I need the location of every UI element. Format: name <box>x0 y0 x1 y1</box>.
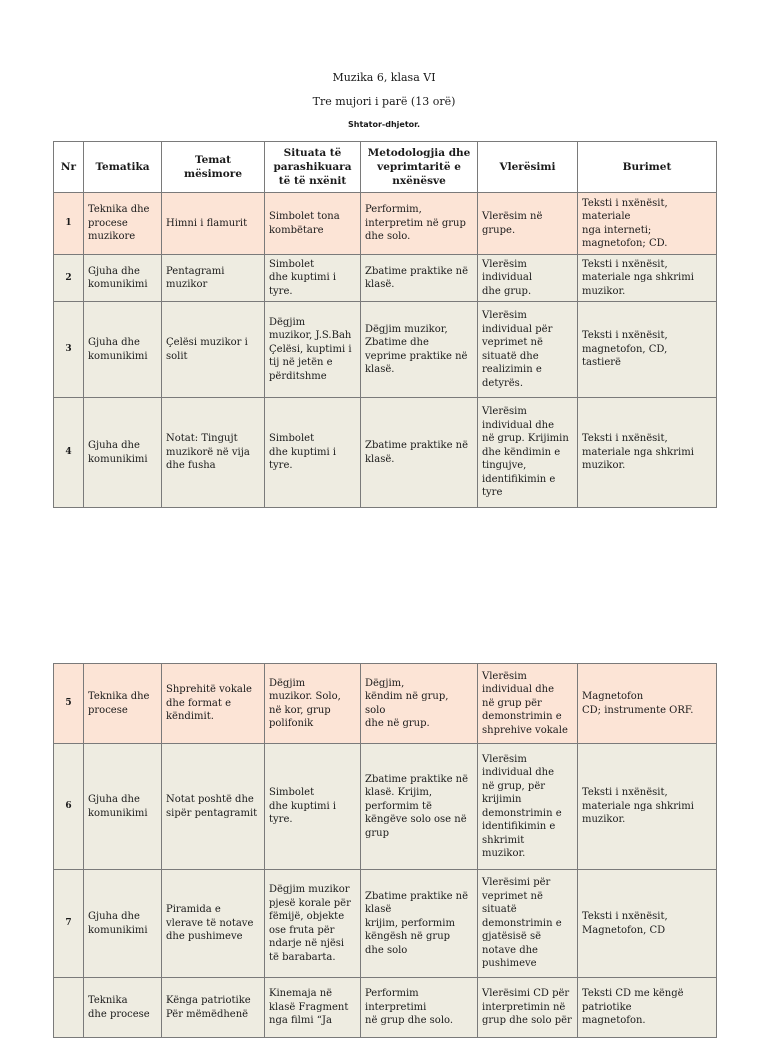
tema-cell: Notat: Tingujt muzikorë në vija dhe fusha <box>162 398 265 508</box>
metodologjia-cell: Dëgjim, këndim në grup, solo dhe në grup. <box>361 664 478 744</box>
table-header-row <box>54 142 717 193</box>
row-number: 4 <box>54 398 84 508</box>
vleresimi-cell: Vlerësim në grupe. <box>478 193 578 255</box>
tema-cell: Notat poshtë dhe sipër pentagramit <box>162 744 265 870</box>
tema-cell: Çelësi muzikor i solit <box>162 302 265 398</box>
situata-cell: Simbolet dhe kuptimi i tyre. <box>265 255 361 302</box>
situata-cell: Kinemaja në klasë Fragment nga filmi “Ja <box>265 978 361 1038</box>
row-number: 1 <box>54 193 84 255</box>
metodologjia-cell: Performim interpretimi në grup dhe solo. <box>361 978 478 1038</box>
vleresimi-cell: Vlerësim individual dhe në grup, për krijimin demonstrimin e identifikimin e shkrimit muzikor. <box>478 744 578 870</box>
situata-cell: Simbolet tona kombëtare <box>265 193 361 255</box>
burimet-cell: Teksti i nxënësit, materiale nga shkrimi muzikor. <box>578 744 717 870</box>
burimet-cell: Teksti i nxënësit, materiale nga shkrimi muzikor. <box>578 255 717 302</box>
table-row <box>54 193 717 255</box>
tematika-cell: Gjuha dhe komunikimi <box>84 744 162 870</box>
tematika-cell: Teknika dhe procese <box>84 978 162 1038</box>
situata-cell: Dëgjim muzikor. Solo, në kor, grup polifonik <box>265 664 361 744</box>
vleresimi-cell: Vlerësimi CD për interpretimin në grup dhe solo për <box>478 978 578 1038</box>
tema-cell: Shprehitë vokale dhe format e këndimit. <box>162 664 265 744</box>
document-subtitle: Tre mujori i parë (13 orë) <box>312 95 456 108</box>
vleresimi-cell: Vlerësimi për veprimet në situatë demonstrimin e gjatësisë së notave dhe pushimeve <box>478 870 578 978</box>
burimet-cell: Teksti i nxënësit, Magnetofon, CD <box>578 870 717 978</box>
column-header: Temat mësimore <box>162 142 265 193</box>
table-row <box>54 870 717 978</box>
table-row <box>54 302 717 398</box>
column-header: Situata të parashikuara të të nxënit <box>265 142 361 193</box>
metodologjia-cell: Zbatime praktike në klasë. Krijim, performim të këngëve solo ose në grup <box>361 744 478 870</box>
tema-cell: Himni i flamurit <box>162 193 265 255</box>
table-row <box>54 978 717 1038</box>
curriculum-table-page-1 <box>53 141 717 508</box>
row-number: 6 <box>54 744 84 870</box>
row-number: 5 <box>54 664 84 744</box>
burimet-cell: Magnetofon CD; instrumente ORF. <box>578 664 717 744</box>
metodologjia-cell: Dëgjim muzikor, Zbatime dhe veprime praktike në klasë. <box>361 302 478 398</box>
situata-cell: Simbolet dhe kuptimi i tyre. <box>265 398 361 508</box>
row-number <box>54 978 84 1038</box>
curriculum-table-page-2 <box>53 663 717 1038</box>
tema-cell: Pentagrami muzikor <box>162 255 265 302</box>
row-number: 2 <box>54 255 84 302</box>
vleresimi-cell: Vlerësim individual për veprimet në situatë dhe realizimin e detyrës. <box>478 302 578 398</box>
vleresimi-cell: Vlerësim individual dhe në grup për demonstrimin e shprehive vokale <box>478 664 578 744</box>
table-row <box>54 398 717 508</box>
tematika-cell: Teknika dhe procese muzikore <box>84 193 162 255</box>
metodologjia-cell: Zbatime praktike në klasë krijim, performim këngësh në grup dhe solo <box>361 870 478 978</box>
column-header: Vlerësimi <box>478 142 578 193</box>
metodologjia-cell: Zbatime praktike në klasë. <box>361 398 478 508</box>
vleresimi-cell: Vlerësim individual dhe grup. <box>478 255 578 302</box>
document-title: Muzika 6, klasa VI <box>332 71 436 84</box>
situata-cell: Dëgjim muzikor, J.S.Bah Çelësi, kuptimi i tij në jetën e përditshme <box>265 302 361 398</box>
column-header: Tematika <box>84 142 162 193</box>
table-row <box>54 744 717 870</box>
tematika-cell: Gjuha dhe komunikimi <box>84 302 162 398</box>
column-header: Burimet <box>578 142 717 193</box>
burimet-cell: Teksti i nxënësit, materiale nga shkrimi muzikor. <box>578 398 717 508</box>
situata-cell: Simbolet dhe kuptimi i tyre. <box>265 744 361 870</box>
vleresimi-cell: Vlerësim individual dhe në grup. Krijimin dhe këndimin e tingujve, identifikimin e tyre <box>478 398 578 508</box>
tematika-cell: Gjuha dhe komunikimi <box>84 870 162 978</box>
table-row <box>54 664 717 744</box>
column-header: Nr <box>54 142 84 193</box>
metodologjia-cell: Zbatime praktike në klasë. <box>361 255 478 302</box>
row-number: 3 <box>54 302 84 398</box>
metodologjia-cell: Performim, interpretim në grup dhe solo. <box>361 193 478 255</box>
tema-cell: Kënga patriotike Për mëmëdhenë <box>162 978 265 1038</box>
burimet-cell: Teksti i nxënësit, magnetofon, CD, tastierë <box>578 302 717 398</box>
column-header: Metodologjia dhe veprimtaritë e nxënësve <box>361 142 478 193</box>
row-number: 7 <box>54 870 84 978</box>
tematika-cell: Gjuha dhe komunikimi <box>84 255 162 302</box>
table-row <box>54 255 717 302</box>
situata-cell: Dëgjim muzikor pjesë korale për fëmijë, objekte ose fruta për ndarje në njësi të barabarta. <box>265 870 361 978</box>
tematika-cell: Gjuha dhe komunikimi <box>84 398 162 508</box>
burimet-cell: Teksti i nxënësit, materiale nga interneti; magnetofon; CD. <box>578 193 717 255</box>
burimet-cell: Teksti CD me këngë patriotike magnetofon. <box>578 978 717 1038</box>
document-period: Shtator-dhjetor. <box>347 120 421 129</box>
tema-cell: Piramida e vlerave të notave dhe pushimeve <box>162 870 265 978</box>
tematika-cell: Teknika dhe procese <box>84 664 162 744</box>
